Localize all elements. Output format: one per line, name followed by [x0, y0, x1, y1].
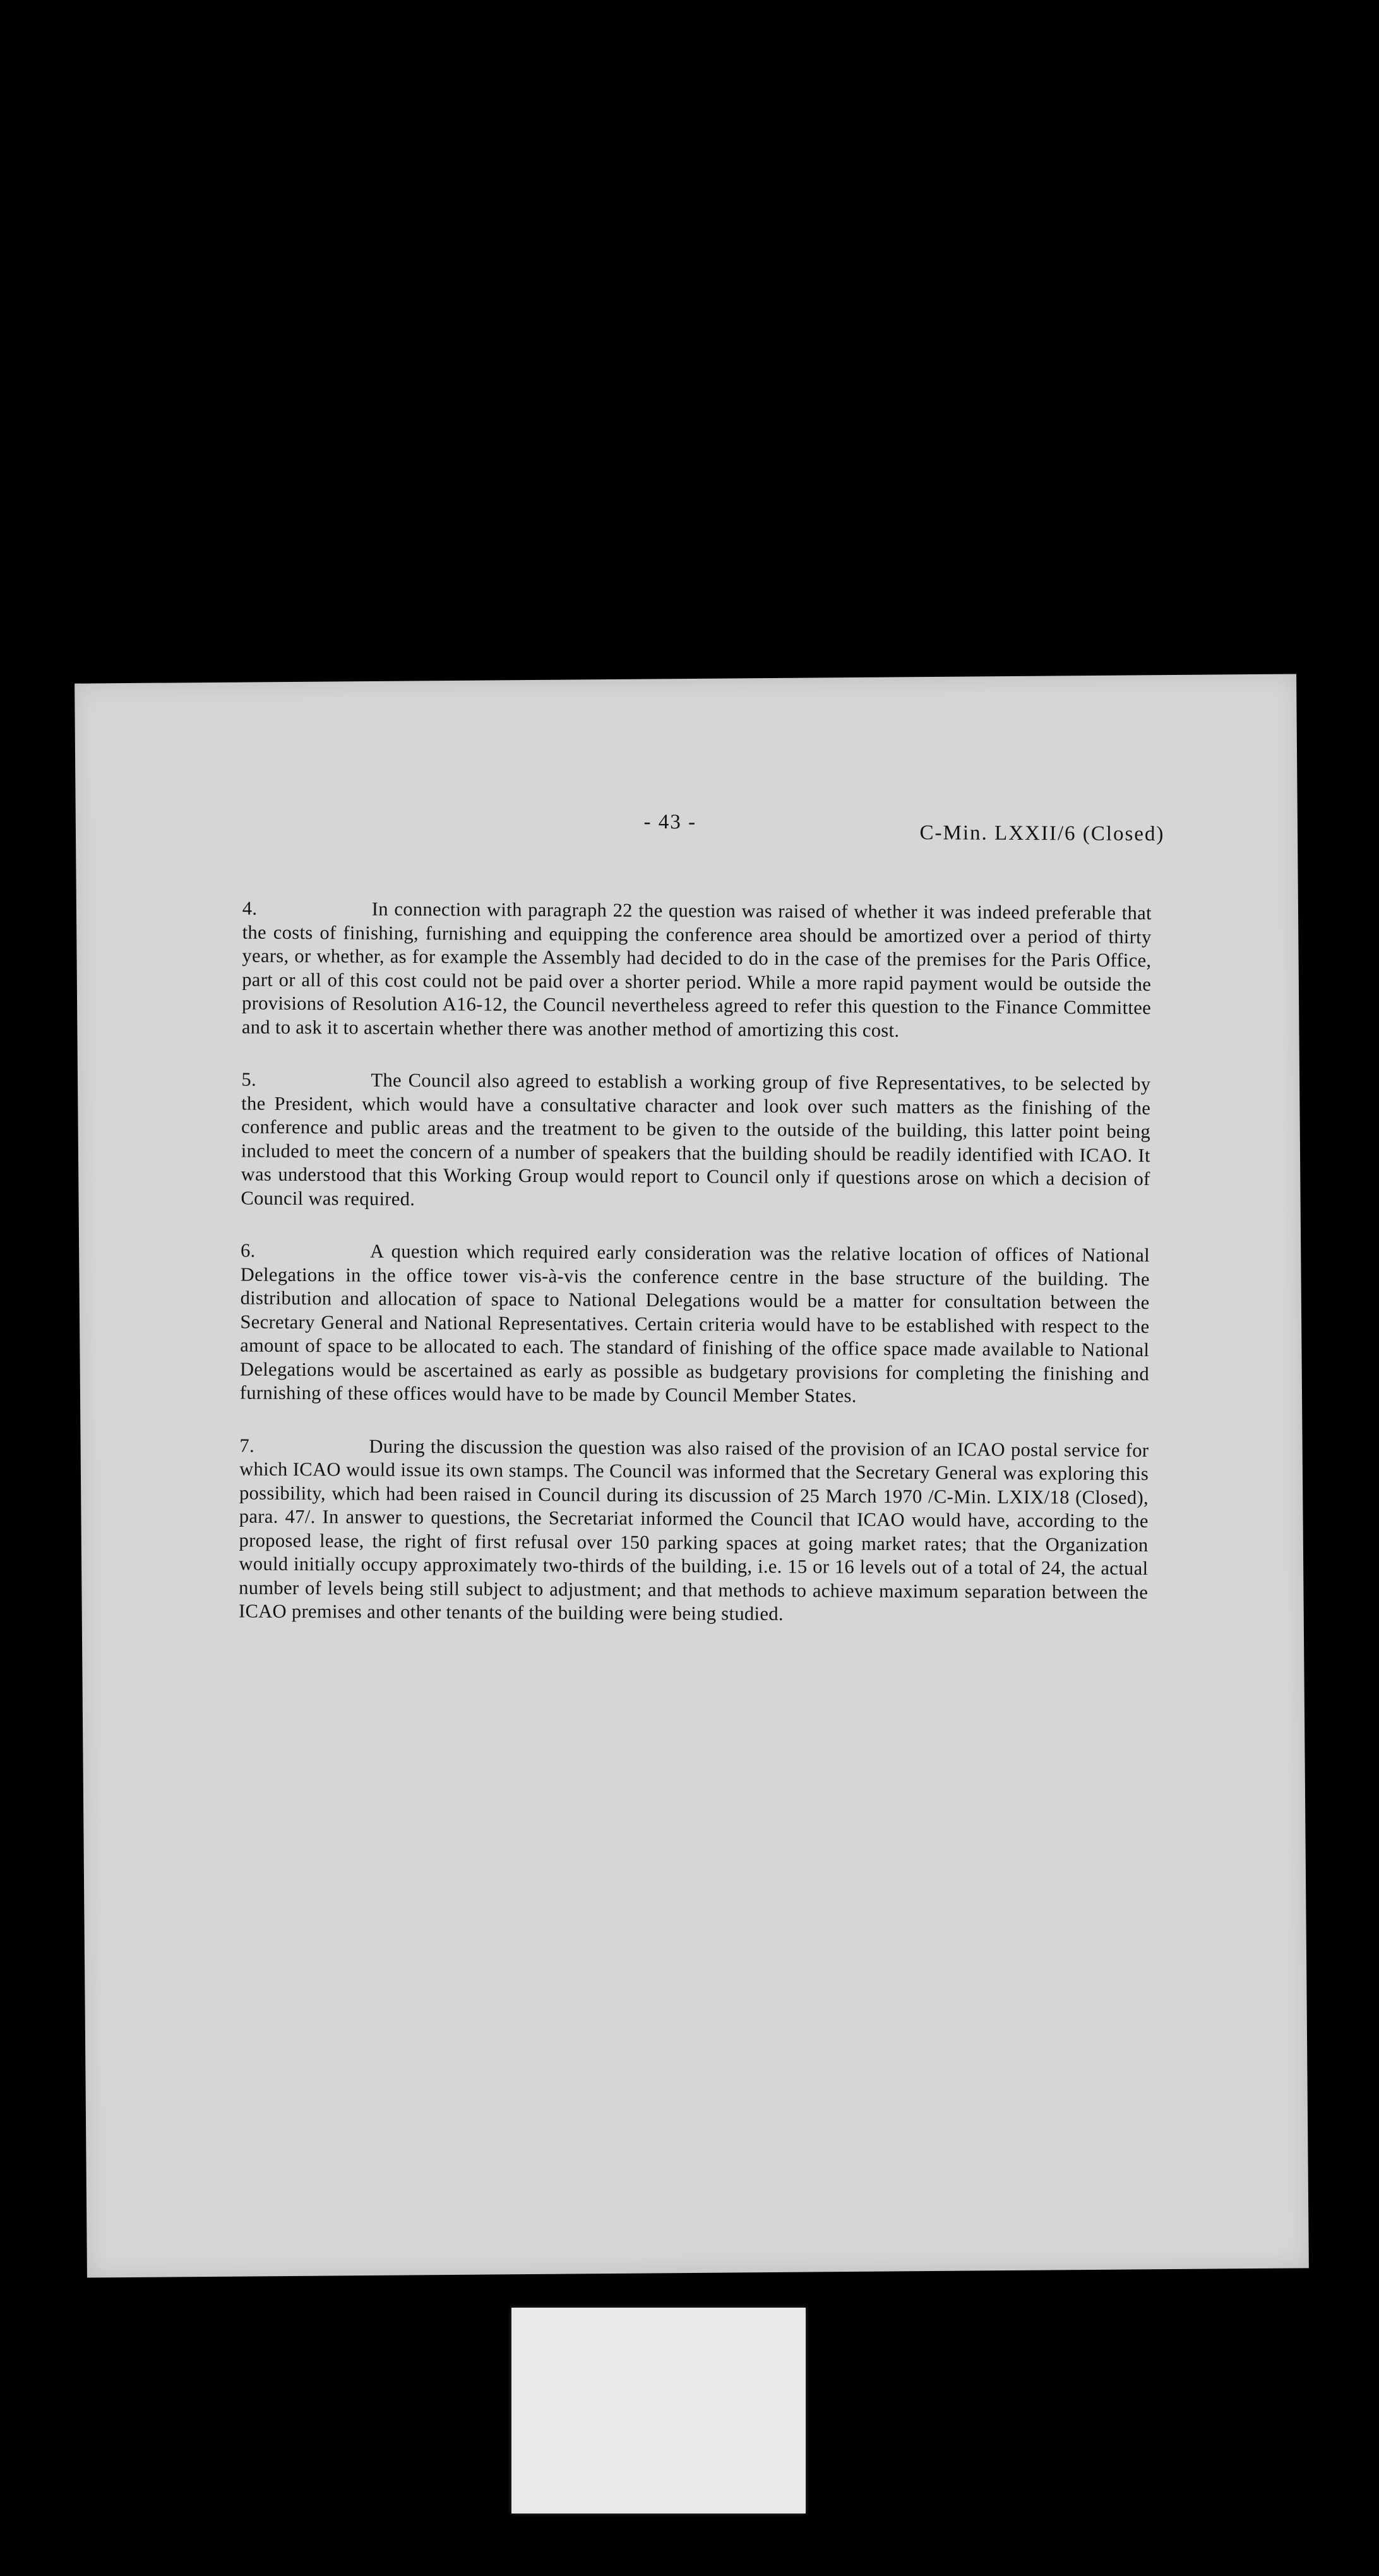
page-header — [242, 809, 1165, 852]
blank-paper-slip — [511, 2308, 806, 2513]
page-text — [238, 809, 1165, 1657]
paragraph-number: 5. — [241, 1068, 257, 1090]
paragraph-6 — [240, 1239, 1150, 1410]
paragraph-list — [239, 897, 1152, 1628]
paragraph-number: 6. — [240, 1239, 256, 1261]
document-reference: C-Min. LXXII/6 (Closed) — [919, 821, 1165, 846]
paragraph-5 — [241, 1068, 1150, 1215]
document-page — [75, 674, 1309, 2277]
paragraph-number: 7. — [239, 1434, 255, 1457]
page-number: - 43 - — [643, 810, 697, 834]
paragraph-text: The Council also agreed to establish a working group of five Representatives, to be selected by the President, which would have a consultative character and look over such matters as the finishing of the conference and public areas and the treatment to be given to the outside of the building, this latter point being included to meet the concern of a number of speakers that the building should be readily identified with ICAO. It was understood that this Working Group would report to Council only if questions arose on which a decision of Council was required. — [241, 1069, 1151, 1210]
paragraph-number: 4. — [242, 897, 258, 919]
paragraph-text: During the discussion the question was also raised of the provision of an ICAO postal service for which ICAO would issue its own stamps. The Council was informed that the Secretary General was exploring this possibility, which had been raised in Council during its discussion of 25 March 1970 /C-Min. LXIX/18 (Closed), para. 47/. In answer to questions, the Secretariat informed the Council that ICAO would have, according to the proposed lease, the right of first refusal over 150 parking spaces at going market rates; that the Organization would initially occupy approximately two-thirds of the building, i.e. 15 or 16 levels out of a total of 24, the actual number of levels being still subject to adjustment; and that methods to achieve maximum separation between the ICAO premises and other tenants of the building were being studied. — [238, 1435, 1149, 1625]
paragraph-7 — [239, 1434, 1149, 1628]
paragraph-4 — [242, 897, 1152, 1044]
paragraph-text: In connection with paragraph 22 the question was raised of whether it was indeed preferable that the costs of finishing, furnishing and equipping the conference area should be amortized over a period of thirty years, or whether, as for example the Assembly had decided to do in the case of the premises for the Paris Office, part or all of this cost could not be paid over a shorter period. While a more rapid payment would be outside the provisions of Resolution A16-12, the Council nevertheless agreed to refer this question to the Finance Committee and to ask it to ascertain whether there was another method of amortizing this cost. — [241, 898, 1152, 1041]
paragraph-text: A question which required early consideration was the relative location of offices of National Delegations in the office tower vis-à-vis the conference centre in the base structure of the building. The distribution and allocation of space to National Delegations would be a matter for consultation between the Secretary General and National Representatives. Certain criteria would have to be established with respect to the amount of space to be allocated to each. The standard of finishing of the office space made available to National Delegations would be ascertained as early as possible as budgetary provisions for completing the finishing and furnishing of these offices would have to be made by Council Member States. — [239, 1240, 1150, 1407]
